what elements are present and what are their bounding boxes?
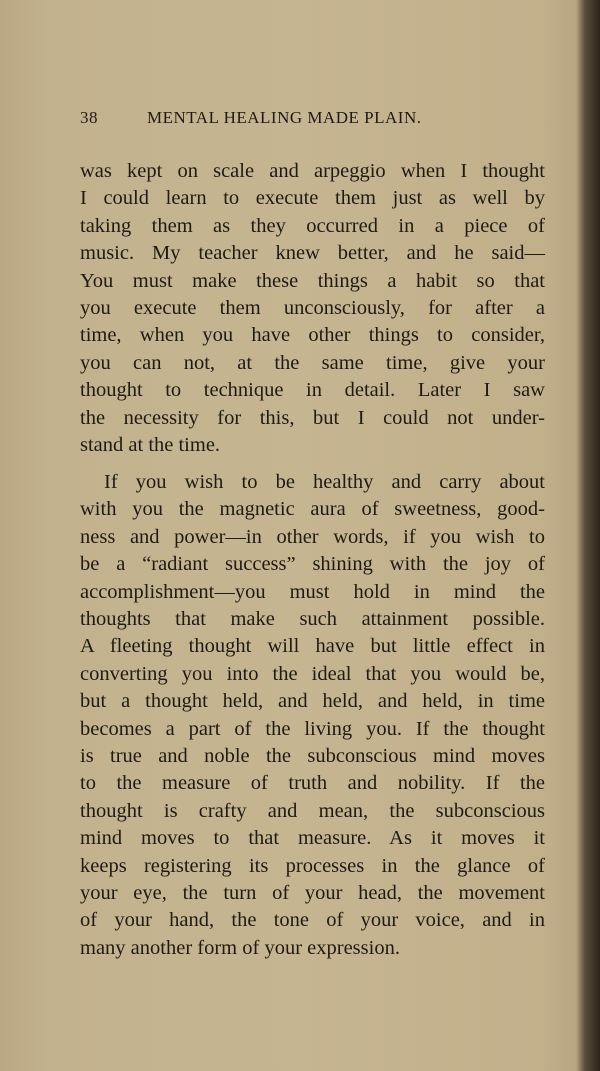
text-line: is true and noble the subconscious mind moves: [80, 745, 545, 767]
text-line: thoughts that make such attainment possible.: [80, 608, 545, 630]
text-line: A fleeting thought will have but little effect in: [80, 635, 545, 658]
running-title: MENTAL HEALING MADE PLAIN.: [147, 108, 422, 127]
text-line: music. My teacher knew better, and he said—: [80, 242, 545, 265]
text-line: ness and power—in other words, if you wish to: [80, 525, 545, 548]
text-line: you execute them unconsciously, for after a: [80, 297, 545, 319]
text-line: but a thought held, and held, and held, in time: [80, 690, 545, 713]
text-line: thought to technique in detail. Later I saw: [80, 379, 545, 402]
text-line: be a “radiant success” shining with the joy of: [80, 553, 545, 576]
text-line: with you the magnetic aura of sweetness, good-: [80, 498, 545, 521]
text-line: becomes a part of the living you. If the thought: [80, 717, 545, 740]
text-line: you can not, at the same time, give your: [80, 351, 545, 374]
text-line: many another form of your expression.: [80, 936, 400, 959]
text-line: I could learn to execute them just as well by: [80, 187, 545, 210]
text-line: converting you into the ideal that you would be,: [80, 662, 545, 685]
text-line: was kept on scale and arpeggio when I thought: [80, 160, 545, 182]
text-line: of your hand, the tone of your voice, and in: [80, 909, 545, 932]
text-line: keeps registering its processes in the glance of: [80, 854, 545, 877]
text-line: the necessity for this, but I could not under-: [80, 406, 545, 429]
text-line: If you wish to be healthy and carry about: [104, 471, 545, 493]
text-line: mind moves to that measure. As it moves it: [80, 827, 545, 850]
page-number: 38: [80, 108, 98, 127]
text-line: taking them as they occurred in a piece of: [80, 214, 545, 237]
text-line: to the measure of truth and nobility. If the: [80, 772, 545, 795]
text-line: accomplishment—you must hold in mind the: [80, 580, 545, 603]
text-line: You must make these things a habit so that: [80, 269, 545, 292]
text-line: stand at the time.: [80, 434, 221, 456]
text-line: your eye, the turn of your head, the movement: [80, 882, 545, 904]
text-line: time, when you have other things to consider,: [80, 324, 545, 347]
running-header: [80, 108, 545, 132]
text-line: thought is crafty and mean, the subconscious: [80, 799, 545, 822]
